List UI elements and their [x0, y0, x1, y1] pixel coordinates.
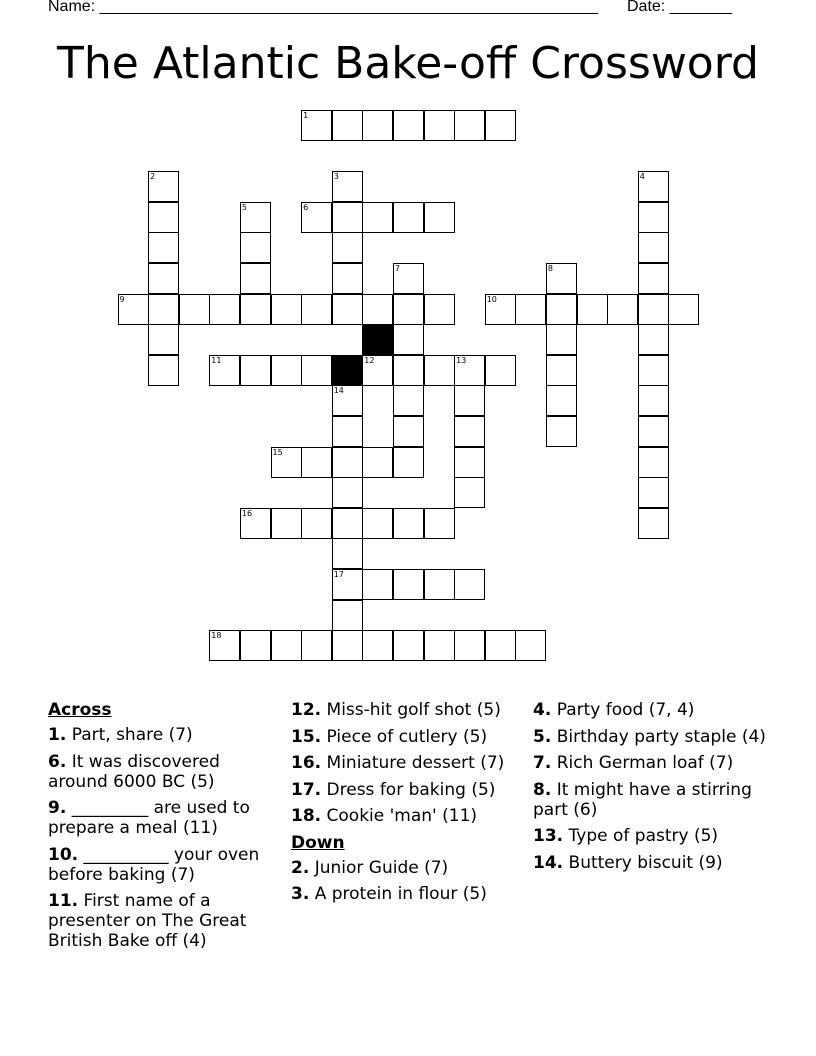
cell-number: 8	[547, 264, 553, 273]
crossword-cell[interactable]	[454, 447, 485, 478]
crossword-cell[interactable]	[393, 355, 424, 386]
clue-down-8	[533, 780, 773, 820]
clue-text: _________ are used to prepare a meal (11)	[48, 798, 250, 838]
crossword-cell[interactable]	[607, 294, 638, 325]
cell-number: 17	[333, 570, 344, 579]
clue-text: Buttery biscuit (9)	[568, 852, 723, 873]
crossword-cell[interactable]	[393, 416, 424, 447]
crossword-cell[interactable]	[638, 385, 669, 416]
cell-number: 3	[333, 172, 339, 182]
crossword-cell[interactable]	[148, 202, 179, 233]
crossword-cell[interactable]	[424, 110, 455, 141]
crossword-cell[interactable]	[546, 324, 577, 355]
name-field-label: Name: ________________________________________________________	[48, 0, 598, 15]
crossword-cell[interactable]	[332, 263, 363, 294]
crossword-cell[interactable]	[424, 355, 455, 386]
crossword-cell[interactable]	[148, 324, 179, 355]
clue-text: First name of a presenter on The Great British Bake off (4)	[48, 891, 247, 951]
crossword-cell[interactable]	[638, 447, 669, 478]
crossword-cell[interactable]	[332, 477, 363, 508]
date-field-label: Date: _______	[627, 0, 732, 15]
crossword-cell[interactable]	[424, 294, 455, 325]
cell-number: 16	[241, 508, 253, 518]
clue-number: 3.	[291, 884, 310, 904]
crossword-cell[interactable]	[515, 294, 546, 325]
clue-text: Birthday party staple (4)	[556, 726, 766, 747]
clue-across-12	[291, 700, 523, 720]
crossword-cell[interactable]	[454, 110, 485, 141]
cell-number: 13	[456, 355, 467, 365]
crossword-cell[interactable]	[454, 569, 485, 600]
clue-across-18	[291, 806, 523, 826]
crossword-cell[interactable]	[240, 355, 271, 386]
clue-across-9	[48, 798, 280, 838]
clue-down-4	[533, 700, 773, 720]
crossword-cell[interactable]	[424, 569, 455, 600]
crossword-cell[interactable]	[638, 263, 669, 294]
clue-down-3	[291, 884, 523, 904]
crossword-cell[interactable]	[546, 416, 577, 447]
crossword-cell[interactable]	[332, 508, 363, 539]
crossword-cell[interactable]	[485, 294, 516, 325]
crossword-cell[interactable]	[393, 385, 424, 416]
crossword-cell[interactable]	[332, 171, 363, 202]
clue-text: __________ your oven before baking (7)	[48, 844, 260, 885]
clue-text: Miniature dessert (7)	[326, 753, 505, 773]
crossword-cell[interactable]	[240, 202, 271, 233]
crossword-cell[interactable]	[668, 294, 699, 325]
clue-across-17	[291, 780, 523, 800]
clue-text: Cookie 'man' (11)	[326, 806, 478, 826]
crossword-cell[interactable]	[209, 294, 240, 325]
crossword-cell[interactable]	[393, 630, 424, 661]
crossword-cell[interactable]	[209, 630, 240, 661]
clue-across-6	[48, 752, 280, 792]
crossword-cell[interactable]	[271, 508, 302, 539]
crossword-cell[interactable]	[638, 294, 669, 325]
clue-number: 6.	[48, 751, 67, 772]
crossword-cell[interactable]	[301, 630, 332, 661]
clue-down-14	[533, 853, 773, 873]
black-square	[332, 355, 363, 386]
clue-number: 4.	[533, 700, 552, 720]
clue-number: 2.	[291, 857, 310, 878]
cell-number: 14	[333, 386, 344, 396]
crossword-cell[interactable]	[362, 630, 393, 661]
clue-number: 11.	[48, 891, 79, 911]
crossword-cell[interactable]	[332, 416, 363, 447]
cell-number: 7	[394, 264, 400, 273]
down-heading: Down	[291, 832, 345, 853]
clue-number: 9.	[48, 798, 67, 818]
clue-across-1	[48, 725, 280, 745]
crossword-cell[interactable]	[546, 385, 577, 416]
crossword-cell[interactable]	[240, 263, 271, 294]
cell-number: 11	[211, 355, 222, 365]
crossword-cell[interactable]	[454, 630, 485, 661]
crossword-cell[interactable]	[240, 294, 271, 325]
crossword-cell[interactable]	[271, 355, 302, 386]
clue-across-10	[48, 845, 280, 885]
crossword-cell[interactable]	[546, 355, 577, 386]
crossword-cell[interactable]	[240, 508, 271, 539]
crossword-cell[interactable]	[362, 508, 393, 539]
cell-number: 15	[272, 447, 283, 457]
crossword-cell[interactable]	[148, 232, 179, 263]
crossword-cell[interactable]	[546, 263, 577, 294]
crossword-cell[interactable]	[271, 630, 302, 661]
across-heading: Across	[48, 700, 112, 720]
crossword-cell[interactable]	[271, 294, 302, 325]
clue-number: 14.	[533, 852, 564, 873]
crossword-cell[interactable]	[148, 294, 179, 325]
clue-down-5	[533, 727, 773, 747]
cell-number: 4	[639, 172, 645, 182]
crossword-cell[interactable]	[485, 630, 516, 661]
black-square	[362, 324, 393, 355]
clue-text: It was discovered around 6000 BC (5)	[48, 751, 220, 792]
crossword-cell[interactable]	[332, 202, 363, 233]
crossword-cell[interactable]	[638, 508, 669, 539]
crossword-cell[interactable]	[393, 447, 424, 478]
clue-text: Part, share (7)	[71, 725, 193, 745]
crossword-cell[interactable]	[240, 630, 271, 661]
crossword-cell[interactable]	[301, 110, 332, 141]
cell-number: 10	[486, 294, 497, 304]
cell-number: 2	[150, 172, 156, 182]
crossword-cell[interactable]	[515, 630, 546, 661]
crossword-cell[interactable]	[332, 630, 363, 661]
clue-number: 1.	[48, 725, 67, 745]
crossword-cell[interactable]	[454, 355, 485, 386]
clue-text: Dress for baking (5)	[326, 779, 496, 800]
crossword-cell[interactable]	[332, 600, 363, 631]
crossword-cell[interactable]	[393, 202, 424, 233]
crossword-cell[interactable]	[118, 294, 149, 325]
clue-number: 15.	[291, 726, 322, 747]
crossword-cell[interactable]	[148, 171, 179, 202]
crossword-cell[interactable]	[301, 355, 332, 386]
clue-down-2	[291, 858, 523, 878]
crossword-cell[interactable]	[362, 447, 393, 478]
cell-number: 5	[241, 202, 247, 212]
crossword-cell[interactable]	[393, 324, 424, 355]
crossword-cell[interactable]	[362, 355, 393, 386]
clue-across-11	[48, 891, 280, 951]
crossword-cell[interactable]	[638, 171, 669, 202]
crossword-cell[interactable]	[454, 385, 485, 416]
crossword-cell[interactable]	[638, 477, 669, 508]
crossword-cell[interactable]	[485, 110, 516, 141]
clue-text: Rich German loaf (7)	[556, 753, 734, 773]
crossword-cell[interactable]	[362, 569, 393, 600]
clue-down-13	[533, 826, 773, 846]
crossword-cell[interactable]	[393, 110, 424, 141]
clue-text: Junior Guide (7)	[314, 857, 449, 878]
cell-number: 12	[364, 355, 375, 365]
crossword-cell[interactable]	[332, 294, 363, 325]
crossword-cell[interactable]	[332, 447, 363, 478]
crossword-cell[interactable]	[638, 202, 669, 233]
crossword-cell[interactable]	[638, 324, 669, 355]
crossword-cell[interactable]	[301, 294, 332, 325]
crossword-cell[interactable]	[485, 355, 516, 386]
crossword-cell[interactable]	[424, 630, 455, 661]
clue-text: Piece of cutlery (5)	[326, 726, 488, 747]
crossword-cell[interactable]	[362, 202, 393, 233]
clue-text: Type of pastry (5)	[568, 826, 719, 846]
crossword-cell[interactable]	[332, 538, 363, 569]
clue-number: 16.	[291, 753, 322, 773]
crossword-cell[interactable]	[577, 294, 608, 325]
crossword-cell[interactable]	[179, 294, 210, 325]
clue-number: 12.	[291, 700, 322, 720]
crossword-cell[interactable]	[332, 110, 363, 141]
clue-text: Miss-hit golf shot (5)	[326, 700, 501, 720]
crossword-cell[interactable]	[332, 385, 363, 416]
crossword-cell[interactable]	[148, 355, 179, 386]
crossword-cell[interactable]	[332, 232, 363, 263]
crossword-cell[interactable]	[393, 294, 424, 325]
clues-column-2	[291, 700, 523, 911]
crossword-cell[interactable]	[424, 202, 455, 233]
crossword-cell[interactable]	[362, 110, 393, 141]
clue-number: 18.	[291, 806, 322, 826]
crossword-cell[interactable]	[301, 508, 332, 539]
clue-number: 5.	[533, 726, 552, 747]
cell-number: 1	[303, 111, 309, 120]
crossword-cell[interactable]	[209, 355, 240, 386]
crossword-cell[interactable]	[638, 416, 669, 447]
clue-number: 13.	[533, 826, 564, 846]
clue-text: Party food (7, 4)	[556, 700, 695, 720]
crossword-cell[interactable]	[362, 294, 393, 325]
crossword-cell[interactable]	[454, 477, 485, 508]
crossword-cell[interactable]	[393, 569, 424, 600]
clue-across-16	[291, 753, 523, 773]
clue-text: A protein in flour (5)	[314, 884, 487, 904]
crossword-cell[interactable]	[271, 447, 302, 478]
clue-number: 10.	[48, 844, 79, 865]
crossword-cell[interactable]	[638, 355, 669, 386]
clue-number: 17.	[291, 779, 322, 800]
cell-number: 18	[211, 631, 222, 641]
crossword-cell[interactable]	[301, 447, 332, 478]
clue-down-7	[533, 753, 773, 773]
crossword-cell[interactable]	[148, 263, 179, 294]
page-title: The Atlantic Bake-off Crossword	[57, 38, 759, 89]
crossword-cell[interactable]	[240, 232, 271, 263]
crossword-cell[interactable]	[424, 508, 455, 539]
crossword-cell[interactable]	[454, 416, 485, 447]
clue-number: 8.	[533, 779, 552, 800]
cell-number: 6	[303, 202, 309, 212]
cell-number: 9	[119, 294, 125, 304]
crossword-cell[interactable]	[332, 569, 363, 600]
crossword-cell[interactable]	[393, 263, 424, 294]
clue-number: 7.	[533, 753, 552, 773]
clues-column-3	[533, 700, 773, 879]
crossword-cell[interactable]	[393, 508, 424, 539]
crossword-cell[interactable]	[301, 202, 332, 233]
clue-across-15	[291, 727, 523, 747]
clues-column-1	[48, 700, 280, 958]
crossword-cell[interactable]	[546, 294, 577, 325]
crossword-cell[interactable]	[638, 232, 669, 263]
clue-text: It might have a stirring part (6)	[533, 779, 752, 820]
